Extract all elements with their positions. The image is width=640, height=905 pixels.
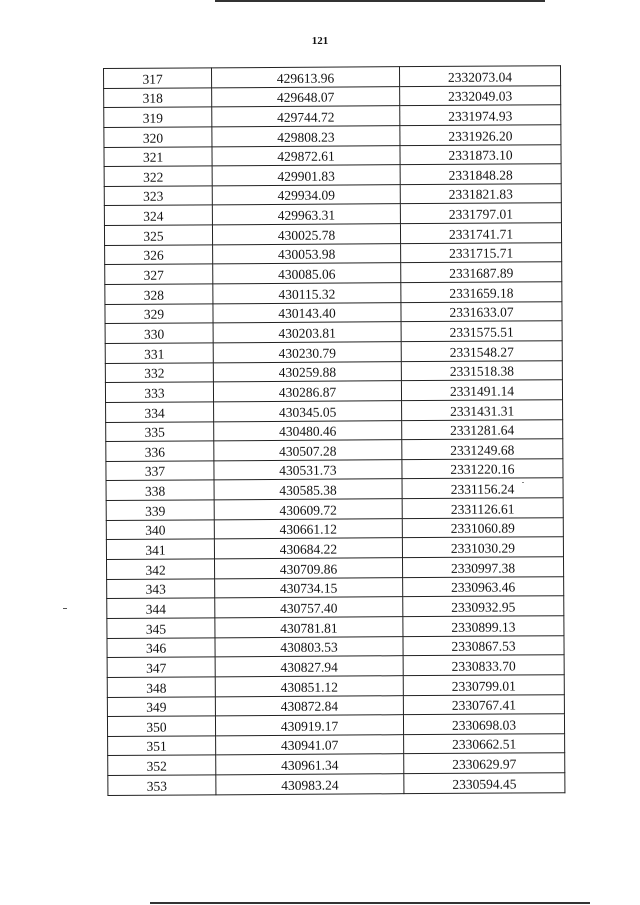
table-row xyxy=(104,164,561,186)
y-coordinate-cell: 2331926.20 xyxy=(400,125,561,146)
table-row xyxy=(104,125,561,147)
y-coordinate-cell: 2331030.29 xyxy=(402,537,563,558)
x-coordinate-cell: 430872.84 xyxy=(215,695,403,716)
table-row xyxy=(104,105,561,127)
page-number: 121 xyxy=(311,35,329,47)
y-coordinate-cell: 2331548.27 xyxy=(401,341,562,362)
y-coordinate-cell: 2331491.14 xyxy=(401,380,562,401)
x-coordinate-cell: 429901.83 xyxy=(212,165,400,186)
point-number-cell: 346 xyxy=(107,637,215,657)
point-number-cell: 351 xyxy=(108,736,216,756)
table-row xyxy=(105,262,562,284)
table-row xyxy=(105,380,562,402)
x-coordinate-cell: 429808.23 xyxy=(212,126,400,147)
y-coordinate-cell: 2331156.24 xyxy=(402,478,563,499)
x-coordinate-cell: 430661.12 xyxy=(214,518,402,539)
table-row xyxy=(106,439,563,461)
y-coordinate-cell: 2330629.97 xyxy=(404,753,565,774)
y-coordinate-cell: 2331518.38 xyxy=(401,360,562,381)
point-number-cell: 345 xyxy=(107,618,215,638)
y-coordinate-cell: 2330833.70 xyxy=(403,655,564,676)
y-coordinate-cell: 2330899.13 xyxy=(403,616,564,637)
y-coordinate-cell: 2332049.03 xyxy=(400,85,561,106)
table-row xyxy=(107,714,564,736)
x-coordinate-cell: 429872.61 xyxy=(212,145,400,166)
x-coordinate-cell: 429963.31 xyxy=(212,204,400,225)
table-row xyxy=(104,144,561,166)
y-coordinate-cell: 2331060.89 xyxy=(402,517,563,538)
point-number-cell: 332 xyxy=(105,362,213,382)
table-row xyxy=(105,321,562,343)
point-number-cell: 352 xyxy=(108,755,216,775)
table-row xyxy=(106,537,563,559)
y-coordinate-cell: 2330594.45 xyxy=(404,773,565,794)
y-coordinate-cell: 2331797.01 xyxy=(400,203,561,224)
y-coordinate-cell: 2331281.64 xyxy=(402,419,563,440)
point-number-cell: 326 xyxy=(105,245,213,265)
x-coordinate-cell: 430230.79 xyxy=(213,342,401,363)
y-coordinate-cell: 2331220.16 xyxy=(402,459,563,480)
x-coordinate-cell: 429613.96 xyxy=(212,67,400,88)
table-row xyxy=(108,773,565,795)
table-row xyxy=(105,282,562,304)
point-number-cell: 333 xyxy=(105,382,213,402)
point-number-cell: 320 xyxy=(104,127,212,147)
table-row xyxy=(106,419,563,441)
x-coordinate-cell: 430115.32 xyxy=(213,283,401,304)
point-number-cell: 340 xyxy=(106,520,214,540)
x-coordinate-cell: 430827.94 xyxy=(215,656,403,677)
point-number-cell: 318 xyxy=(104,87,212,107)
x-coordinate-cell: 430259.88 xyxy=(213,361,401,382)
point-number-cell: 323 xyxy=(104,186,212,206)
point-number-cell: 334 xyxy=(106,402,214,422)
x-coordinate-cell: 430709.86 xyxy=(215,558,403,579)
table-row xyxy=(106,517,563,539)
point-number-cell: 325 xyxy=(104,225,212,245)
x-coordinate-cell: 430053.98 xyxy=(213,243,401,264)
point-number-cell: 343 xyxy=(107,578,215,598)
x-coordinate-cell: 430531.73 xyxy=(214,459,402,480)
coordinate-table-body xyxy=(104,66,565,795)
table-row xyxy=(105,341,562,363)
y-coordinate-cell: 2331431.31 xyxy=(402,400,563,421)
table-row xyxy=(107,675,564,697)
y-coordinate-cell: 2331741.71 xyxy=(400,223,561,244)
point-number-cell: 342 xyxy=(107,559,215,579)
x-coordinate-cell: 430085.06 xyxy=(213,263,401,284)
x-coordinate-cell: 430961.34 xyxy=(216,754,404,775)
y-coordinate-cell: 2331687.89 xyxy=(401,262,562,283)
top-edge-line xyxy=(215,0,545,2)
y-coordinate-cell: 2330698.03 xyxy=(403,714,564,735)
point-number-cell: 329 xyxy=(105,304,213,324)
table-row xyxy=(108,733,565,755)
point-number-cell: 347 xyxy=(107,657,215,677)
x-coordinate-cell: 430851.12 xyxy=(215,676,403,697)
y-coordinate-cell: 2332073.04 xyxy=(399,66,560,87)
x-coordinate-cell: 430684.22 xyxy=(214,538,402,559)
point-number-cell: 336 xyxy=(106,441,214,461)
table-row xyxy=(105,360,562,382)
scan-mark xyxy=(522,482,524,483)
point-number-cell: 350 xyxy=(107,716,215,736)
y-coordinate-cell: 2331848.28 xyxy=(400,164,561,185)
table-row xyxy=(107,557,564,579)
point-number-cell: 330 xyxy=(105,323,213,343)
x-coordinate-cell: 430919.17 xyxy=(215,715,403,736)
y-coordinate-cell: 2331126.61 xyxy=(402,498,563,519)
point-number-cell: 338 xyxy=(106,480,214,500)
x-coordinate-cell: 430983.24 xyxy=(216,774,404,795)
point-number-cell: 324 xyxy=(104,205,212,225)
y-coordinate-cell: 2331715.71 xyxy=(401,242,562,263)
point-number-cell: 322 xyxy=(104,166,212,186)
table-row xyxy=(104,66,561,88)
y-coordinate-cell: 2330662.51 xyxy=(404,733,565,754)
point-number-cell: 317 xyxy=(104,68,212,88)
x-coordinate-cell: 430757.40 xyxy=(215,597,403,618)
x-coordinate-cell: 430025.78 xyxy=(212,224,400,245)
table-row xyxy=(107,616,564,638)
table-row xyxy=(107,655,564,677)
point-number-cell: 319 xyxy=(104,107,212,127)
table-row xyxy=(106,400,563,422)
x-coordinate-cell: 429744.72 xyxy=(212,106,400,127)
table-row xyxy=(108,753,565,775)
x-coordinate-cell: 430585.38 xyxy=(214,479,402,500)
x-coordinate-cell: 430781.81 xyxy=(215,617,403,638)
point-number-cell: 344 xyxy=(107,598,215,618)
table-row xyxy=(107,596,564,618)
y-coordinate-cell: 2331873.10 xyxy=(400,144,561,165)
y-coordinate-cell: 2331821.83 xyxy=(400,184,561,205)
x-coordinate-cell: 430143.40 xyxy=(213,302,401,323)
y-coordinate-cell: 2331249.68 xyxy=(402,439,563,460)
y-coordinate-cell: 2331575.51 xyxy=(401,321,562,342)
point-number-cell: 328 xyxy=(105,284,213,304)
y-coordinate-cell: 2330867.53 xyxy=(403,635,564,656)
table-row xyxy=(106,459,563,481)
y-coordinate-cell: 2331659.18 xyxy=(401,282,562,303)
x-coordinate-cell: 429648.07 xyxy=(212,86,400,107)
table-row xyxy=(105,301,562,323)
table-row xyxy=(104,184,561,206)
table-row xyxy=(105,242,562,264)
y-coordinate-cell: 2331974.93 xyxy=(400,105,561,126)
y-coordinate-cell: 2330799.01 xyxy=(403,675,564,696)
x-coordinate-cell: 430345.05 xyxy=(214,401,402,422)
x-coordinate-cell: 430609.72 xyxy=(214,499,402,520)
table-row xyxy=(106,478,563,500)
table-row xyxy=(104,223,561,245)
x-coordinate-cell: 430480.46 xyxy=(214,420,402,441)
x-coordinate-cell: 430941.07 xyxy=(216,734,404,755)
table-row xyxy=(107,576,564,598)
point-number-cell: 353 xyxy=(108,775,216,795)
point-number-cell: 349 xyxy=(107,696,215,716)
point-number-cell: 335 xyxy=(106,421,214,441)
point-number-cell: 348 xyxy=(107,677,215,697)
point-number-cell: 339 xyxy=(106,500,214,520)
point-number-cell: 331 xyxy=(105,343,213,363)
y-coordinate-cell: 2330997.38 xyxy=(402,557,563,578)
point-number-cell: 337 xyxy=(106,461,214,481)
x-coordinate-cell: 430203.81 xyxy=(213,322,401,343)
table-row xyxy=(104,203,561,225)
table-row xyxy=(107,694,564,716)
y-coordinate-cell: 2330767.41 xyxy=(403,694,564,715)
x-coordinate-cell: 430734.15 xyxy=(215,577,403,598)
table-row xyxy=(106,498,563,520)
y-coordinate-cell: 2331633.07 xyxy=(401,301,562,322)
x-coordinate-cell: 430286.87 xyxy=(213,381,401,402)
point-number-cell: 321 xyxy=(104,146,212,166)
y-coordinate-cell: 2330963.46 xyxy=(403,576,564,597)
x-coordinate-cell: 429934.09 xyxy=(212,185,400,206)
table-row xyxy=(107,635,564,657)
x-coordinate-cell: 430803.53 xyxy=(215,636,403,657)
x-coordinate-cell: 430507.28 xyxy=(214,440,402,461)
point-number-cell: 327 xyxy=(105,264,213,284)
table-row xyxy=(104,85,561,107)
point-number-cell: 341 xyxy=(106,539,214,559)
y-coordinate-cell: 2330932.95 xyxy=(403,596,564,617)
coordinate-table xyxy=(103,65,565,795)
bottom-edge-line xyxy=(150,902,590,904)
scan-mark xyxy=(63,608,67,609)
